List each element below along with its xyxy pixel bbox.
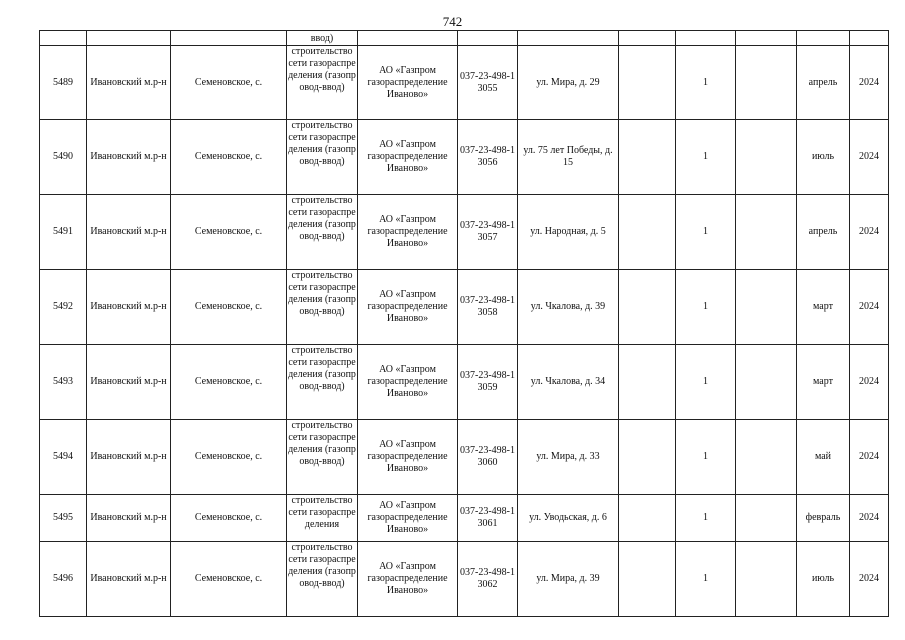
cell-month: апрель	[797, 195, 850, 270]
cell-row-number: 5495	[40, 495, 87, 542]
cell-organization: АО «Газпром газораспределение Иваново»	[358, 46, 458, 120]
cell-district: Ивановский м.р-н	[87, 345, 171, 420]
cell-registry-code: 037-23-498-13056	[458, 120, 518, 195]
cell-row-number: 5491	[40, 195, 87, 270]
cell-quantity: 1	[676, 120, 736, 195]
cell-organization: АО «Газпром газораспределение Иваново»	[358, 542, 458, 617]
cell-locality: Семеновское, с.	[171, 542, 287, 617]
cell-year: 2024	[850, 46, 889, 120]
cell-empty	[676, 31, 736, 46]
cell-empty	[518, 31, 619, 46]
cell-empty	[40, 31, 87, 46]
cell-empty	[797, 31, 850, 46]
cell-work-type: строительство сети газораспределения (газопровод-ввод)	[287, 270, 358, 345]
cell-work-type: строительство сети газораспределения	[287, 495, 358, 542]
cell-registry-code: 037-23-498-13057	[458, 195, 518, 270]
cell-empty	[850, 31, 889, 46]
cell-address: ул. Народная, д. 5	[518, 195, 619, 270]
cell-empty	[736, 270, 797, 345]
cell-empty	[619, 195, 676, 270]
cell-year: 2024	[850, 270, 889, 345]
cell-work-type: строительство сети газораспределения (газопровод-ввод)	[287, 420, 358, 495]
continuation-row	[40, 31, 889, 46]
cell-year: 2024	[850, 195, 889, 270]
cell-quantity: 1	[676, 46, 736, 120]
cell-organization: АО «Газпром газораспределение Иваново»	[358, 120, 458, 195]
cell-empty	[458, 31, 518, 46]
cell-row-number: 5489	[40, 46, 87, 120]
cell-empty	[736, 420, 797, 495]
cell-work-type: строительство сети газораспределения (газопровод-ввод)	[287, 345, 358, 420]
cell-district: Ивановский м.р-н	[87, 120, 171, 195]
cell-empty	[619, 420, 676, 495]
cell-work-type: строительство сети газораспределения (газопровод-ввод)	[287, 542, 358, 617]
cell-empty	[619, 31, 676, 46]
cell-registry-code: 037-23-498-13055	[458, 46, 518, 120]
cell-district: Ивановский м.р-н	[87, 420, 171, 495]
cell-work-type: строительство сети газораспределения (газопровод-ввод)	[287, 120, 358, 195]
cell-empty	[619, 46, 676, 120]
cell-quantity: 1	[676, 345, 736, 420]
cell-quantity: 1	[676, 195, 736, 270]
cell-row-number: 5493	[40, 345, 87, 420]
cell-organization: АО «Газпром газораспределение Иваново»	[358, 420, 458, 495]
cell-quantity: 1	[676, 495, 736, 542]
cell-registry-code: 037-23-498-13059	[458, 345, 518, 420]
cell-quantity: 1	[676, 542, 736, 617]
cell-row-number: 5496	[40, 542, 87, 617]
cell-quantity: 1	[676, 420, 736, 495]
table-row	[40, 120, 889, 195]
cell-registry-code: 037-23-498-13061	[458, 495, 518, 542]
cell-month: март	[797, 270, 850, 345]
cell-empty	[736, 495, 797, 542]
cell-district: Ивановский м.р-н	[87, 542, 171, 617]
cell-month: июль	[797, 120, 850, 195]
cell-district: Ивановский м.р-н	[87, 495, 171, 542]
cell-work-type: строительство сети газораспределения (газопровод-ввод)	[287, 195, 358, 270]
cell-locality: Семеновское, с.	[171, 120, 287, 195]
cell-month: май	[797, 420, 850, 495]
cell-registry-code: 037-23-498-13062	[458, 542, 518, 617]
cell-year: 2024	[850, 120, 889, 195]
cell-month: февраль	[797, 495, 850, 542]
cell-address: ул. Чкалова, д. 34	[518, 345, 619, 420]
cell-address: ул. Мира, д. 33	[518, 420, 619, 495]
cell-month: апрель	[797, 46, 850, 120]
cell-address: ул. Уводьская, д. 6	[518, 495, 619, 542]
cell-organization: АО «Газпром газораспределение Иваново»	[358, 345, 458, 420]
cell-district: Ивановский м.р-н	[87, 270, 171, 345]
cell-registry-code: 037-23-498-13060	[458, 420, 518, 495]
cell-empty	[619, 542, 676, 617]
cell-empty	[87, 31, 171, 46]
table-row	[40, 345, 889, 420]
cell-work-type: строительство сети газораспределения (газопровод-ввод)	[287, 46, 358, 120]
cell-district: Ивановский м.р-н	[87, 195, 171, 270]
gas-network-table	[39, 30, 889, 617]
cell-locality: Семеновское, с.	[171, 46, 287, 120]
table-row	[40, 420, 889, 495]
cell-work-continued: ввод)	[287, 31, 358, 46]
cell-address: ул. Чкалова, д. 39	[518, 270, 619, 345]
cell-year: 2024	[850, 495, 889, 542]
table-row	[40, 542, 889, 617]
cell-month: март	[797, 345, 850, 420]
cell-month: июль	[797, 542, 850, 617]
table-body	[40, 31, 889, 617]
cell-address: ул. 75 лет Победы, д. 15	[518, 120, 619, 195]
cell-empty	[736, 345, 797, 420]
cell-organization: АО «Газпром газораспределение Иваново»	[358, 270, 458, 345]
table-row	[40, 195, 889, 270]
page-number: 742	[442, 14, 463, 29]
cell-empty	[619, 345, 676, 420]
cell-district: Ивановский м.р-н	[87, 46, 171, 120]
table-row	[40, 495, 889, 542]
cell-empty	[736, 31, 797, 46]
cell-address: ул. Мира, д. 29	[518, 46, 619, 120]
cell-empty	[171, 31, 287, 46]
cell-year: 2024	[850, 345, 889, 420]
cell-row-number: 5490	[40, 120, 87, 195]
cell-empty	[358, 31, 458, 46]
cell-empty	[619, 120, 676, 195]
cell-locality: Семеновское, с.	[171, 420, 287, 495]
cell-year: 2024	[850, 420, 889, 495]
cell-locality: Семеновское, с.	[171, 270, 287, 345]
cell-row-number: 5494	[40, 420, 87, 495]
cell-empty	[619, 495, 676, 542]
cell-locality: Семеновское, с.	[171, 345, 287, 420]
cell-organization: АО «Газпром газораспределение Иваново»	[358, 195, 458, 270]
cell-year: 2024	[850, 542, 889, 617]
cell-empty	[736, 542, 797, 617]
table-row	[40, 270, 889, 345]
cell-registry-code: 037-23-498-13058	[458, 270, 518, 345]
cell-address: ул. Мира, д. 39	[518, 542, 619, 617]
cell-empty	[736, 120, 797, 195]
cell-quantity: 1	[676, 270, 736, 345]
cell-empty	[736, 195, 797, 270]
table-row	[40, 46, 889, 120]
cell-organization: АО «Газпром газораспределение Иваново»	[358, 495, 458, 542]
cell-row-number: 5492	[40, 270, 87, 345]
cell-empty	[736, 46, 797, 120]
cell-locality: Семеновское, с.	[171, 195, 287, 270]
cell-empty	[619, 270, 676, 345]
cell-locality: Семеновское, с.	[171, 495, 287, 542]
